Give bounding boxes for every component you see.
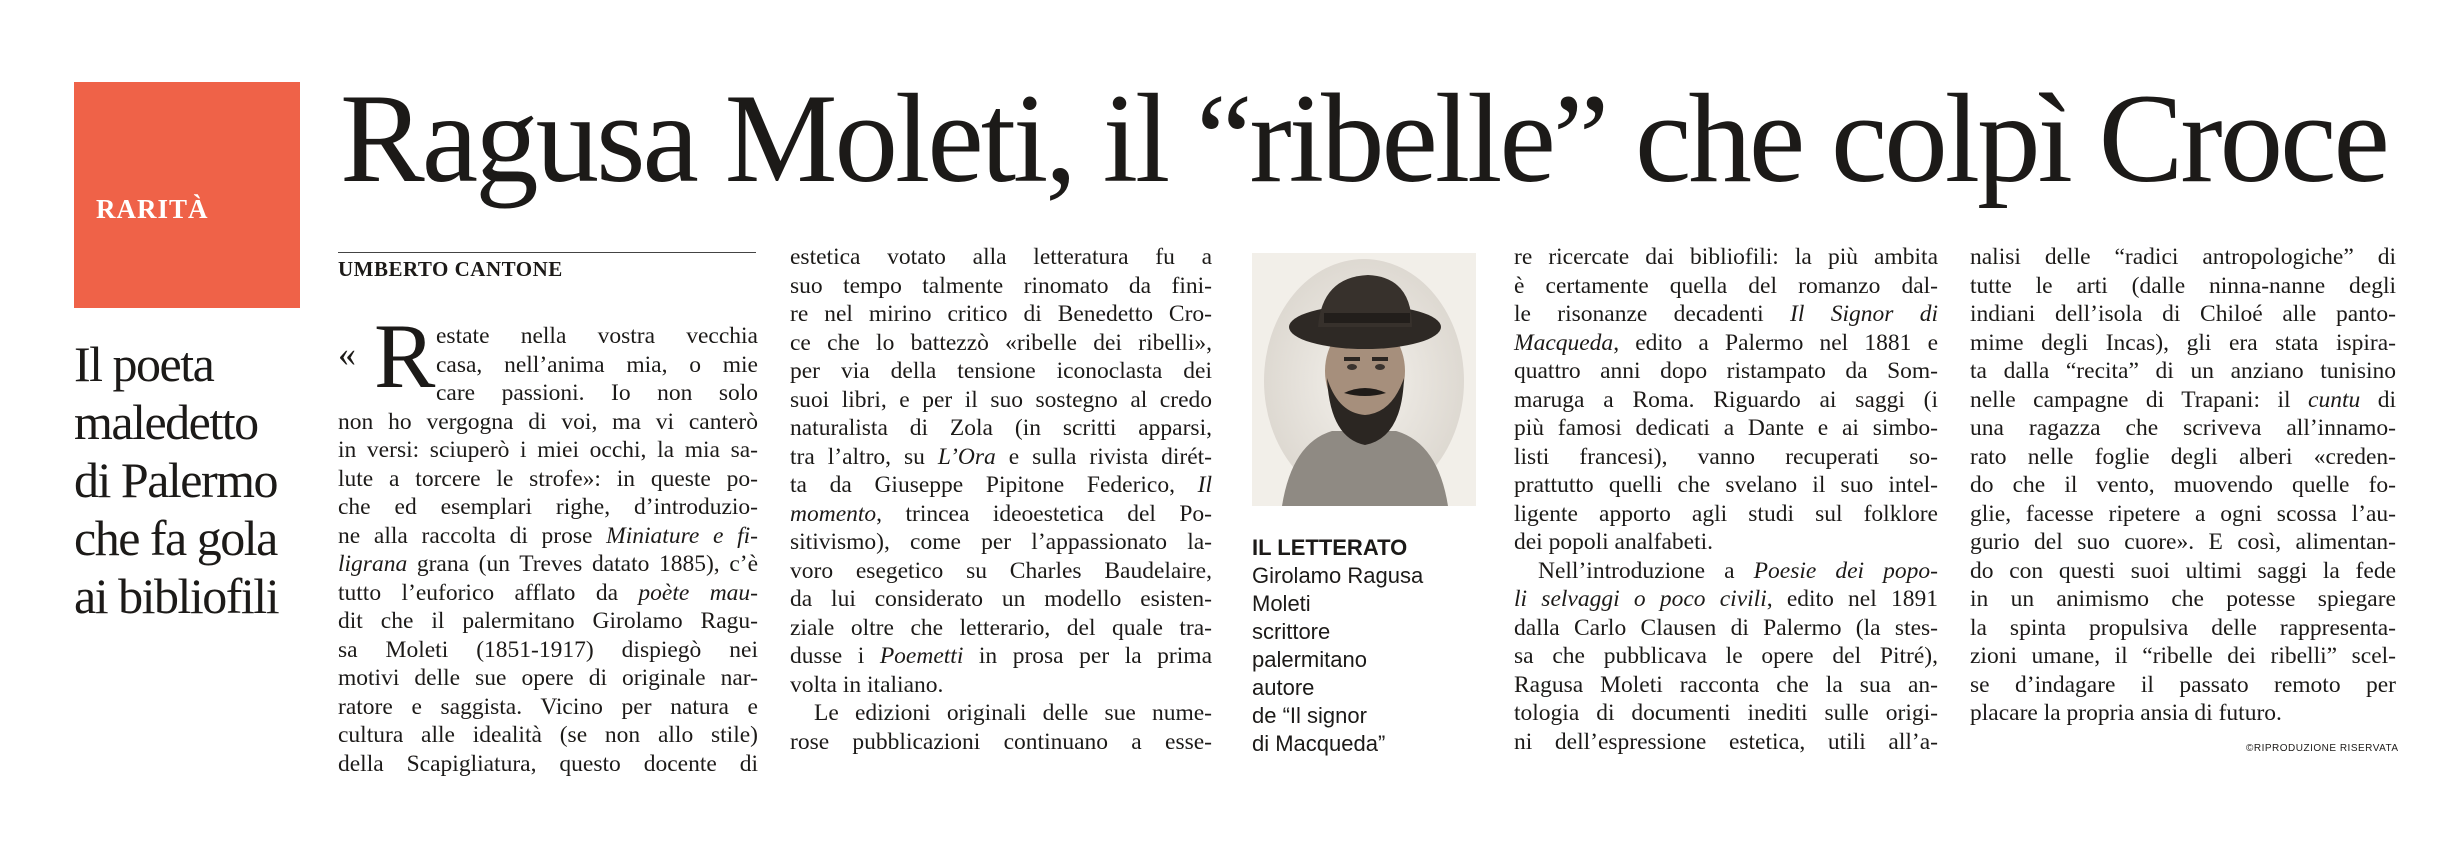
text-line: da lui considerato un modello esisten- [790,586,1212,612]
text-line: Ragusa Moleti racconta che la sua an- [1514,671,1938,698]
portrait-illustration [1252,253,1476,506]
text-line: suoi libri, e per il suo sostegno al credo [790,386,1212,413]
text-segment: Nell’introduzione a [1538,557,1754,584]
subhead-line: che fa gola [74,510,277,566]
text-line [338,522,758,551]
text-line: rato nelle foglie degli alberi «creden- [1970,443,2396,470]
text-line: ziale oltre che letterario, del quale tra- [790,614,1212,641]
subhead-line: maledetto [74,394,258,450]
byline: UMBERTO CANTONE [338,252,756,282]
text-line: ta dalla “recita” di un anziano tunisino [1970,358,2396,384]
text-line: tutte le arti (dalle ninna-nanne degli [1970,272,2396,299]
text-line: gurio del suo cuore». E così, alimentan- [1970,529,2396,555]
text-line: casa, nell’anima mia, o mie [436,351,758,378]
text-line: mime degli Incas), gli era stata ispira- [1970,329,2396,356]
article-column-3 [1514,243,1938,756]
caption-line: Moleti [1252,591,1311,616]
caption-line: autore [1252,675,1315,700]
italic-title: ligrana [338,551,408,577]
caption-line: palermitano [1252,647,1367,672]
text-line: sitivismo), come per l’appassionato la- [790,529,1212,555]
text-line: glie, facesse ripetere a ogni scossa l’au- [1970,500,2396,527]
text-line [1514,557,1938,586]
text-line: ratore e saggista. Vicino per natura e [338,693,758,720]
text-line: se d’indagare il passato remoto per [1970,671,2396,698]
caption-line: Girolamo Ragusa [1252,563,1424,588]
dropcap-quote: « [338,334,356,374]
text-line: è certamente quella del romanzo dal- [1514,272,1938,299]
text-line: motivi delle sue opere di originale nar- [338,665,758,691]
article-column-2 [790,243,1212,756]
text-line: che ed esemplari righe, d’introduzio- [338,494,758,520]
dropcap-letter: R [374,305,436,407]
italic-title: Il Signor di [1790,301,1939,327]
italic-title: L’Ora [937,443,996,470]
text-line: quattro anni dopo ristampato da Som- [1514,358,1938,384]
text-line: suo tempo talmente rinomato da fini- [790,272,1212,299]
text-segment: ne alla raccolta di prose [338,522,607,549]
italic-title: Il [1197,472,1212,498]
text-line: sa che pubblicava le opere del Pitré), [1514,643,1938,669]
text-segment: le risonanze decadenti [1514,301,1791,327]
caption-line: di Macqueda” [1252,731,1386,756]
text-line: in un animismo che potesse spiegare [1970,586,2396,612]
author-portrait [1252,253,1476,506]
text-line: la spinta propulsiva delle rappresenta- [1970,614,2396,641]
text-line: re ricercate dai bibliofili: la più ambita [1514,244,1938,270]
text-line: re nel mirino critico di Benedetto Cro- [790,301,1212,327]
text-line: momento, trincea ideoestetica del Po- [790,500,1213,527]
text-segment: , edito a Palermo nel 1881 e [1613,329,1938,356]
text-line: per via della tensione iconoclasta dei [790,358,1212,384]
text-line: ce che lo battezzò «ribelle dei ribelli», [790,329,1212,356]
subhead-line: Il poeta [74,336,214,392]
text-segment: dusse i [790,643,880,669]
text-line: nalisi delle “radici antropologiche” di [1970,244,2396,270]
article-column-4 [1970,243,2396,728]
text-segment: e sulla rivista dirét- [995,443,1212,470]
text-line [790,642,1212,671]
text-line: ni dell’espressione estetica, utili all’a- [1514,728,1938,755]
subhead-line: ai bibliofili [74,568,279,624]
copyright-notice: ©RIPRODUZIONE RISERVATA [2246,743,2399,754]
text-line: prattutto quelli che svelano il suo intel- [1514,472,1938,498]
text-line [790,471,1212,500]
text-line [338,579,758,608]
text-line [790,443,1212,472]
text-line: indiani dell’isola di Chiloé alle panto- [1970,301,2396,327]
section-tag-box [74,82,300,308]
text-segment: nelle campagne di Trapani: il [1970,386,2309,413]
text-line: cultura alle idealità (se non allo stile) [338,722,758,748]
text-line: Le edizioni originali delle sue nume- [814,700,1212,726]
text-line [338,550,758,579]
text-line: rose pubblicazioni continuano a esse- [790,728,1212,755]
headline: Ragusa Moleti, il “ribelle” che colpì Croce [340,69,2387,209]
text-line: una ragazza che scriveva all’innamo- [1970,415,2396,441]
text-segment: tra l’altro, su [790,443,938,470]
text-segment: in prosa per la prima [963,643,1212,669]
text-segment: grana (un Treves datato 1885), c’è [416,551,759,577]
text-line: ligente apporto agli studi sul folklore [1514,500,1938,527]
section-tag: RARITÀ [96,194,209,224]
text-line [1970,386,2396,415]
text-line: della Scapigliatura, questo docente di [338,750,758,777]
text-line [1514,300,1938,329]
text-segment: trincea ideoestetica del Po- [905,500,1213,527]
caption-line: de “Il signor [1252,703,1367,728]
italic-phrase: poète mau- [638,579,759,606]
photo-caption [1252,534,1482,758]
italic-title: momento [790,500,877,527]
text-line: estetica votato alla letteratura fu a [790,244,1212,270]
text-line: più famosi dedicati a Dante e ai simbo- [1514,415,1938,441]
text-line: voro esegetico su Charles Baudelaire, [790,557,1212,584]
text-line: sa Moleti (1851-1917) dispiegò nei [338,636,758,663]
subhead [74,335,314,625]
text-line: zioni umane, il “ribelle dei ribelli” scel- [1970,643,2396,669]
text-segment: , edito nel 1891 [1766,586,1938,612]
italic-title: Miniature e fi- [606,522,758,549]
italic-title: Poesie dei popo- [1753,557,1938,584]
text-line: tologia di documenti inediti sulle origi- [1514,700,1938,726]
text-line: estate nella vostra vecchia [436,323,758,349]
italic-title: Macqueda [1514,329,1614,356]
italic-word: cuntu [2308,386,2361,413]
article-column-1 [338,305,759,778]
text-line: do con questi suoi ultimi saggi la fede [1970,557,2396,584]
text-segment: di [2360,386,2396,413]
text-line: maruga a Roma. Riguardo ai saggi (i [1514,386,1938,413]
text-line: placare la propria ansia di futuro. [1970,700,2282,726]
text-line: in versi: sciuperò i miei occhi, la mia sa- [338,437,758,463]
italic-title: Poemetti [879,643,964,669]
text-line [1514,329,1938,358]
text-line: lute a torcere le strofe»: in queste po- [338,465,758,492]
caption-title: IL LETTERATO [1252,535,1408,560]
text-line: volta in italiano. [790,671,944,698]
text-line: dit che il palermitano Girolamo Ragu- [338,608,758,634]
text-line: care passioni. Io non solo [436,380,758,406]
text-line [1514,585,1938,614]
text-line: dalla Carlo Clausen di Palermo (la stes- [1514,614,1938,641]
text-segment: ta da Giuseppe Pipitone Federico, [790,472,1198,498]
subhead-line: di Palermo [74,452,278,508]
text-line: do che il vento, muovendo quelle fo- [1970,472,2396,498]
text-line: listi francesi), vanno recuperati so- [1514,443,1938,470]
caption-line: scrittore [1252,619,1331,644]
text-line: non ho vergogna di voi, ma vi canterò [338,408,758,435]
text-line: dei popoli analfabeti. [1514,529,1714,555]
text-segment: tutto l’euforico afflato da [338,579,639,606]
italic-title: li selvaggi o poco civili [1514,586,1767,612]
text-line: naturalista di Zola (in scritti apparsi, [790,415,1212,441]
